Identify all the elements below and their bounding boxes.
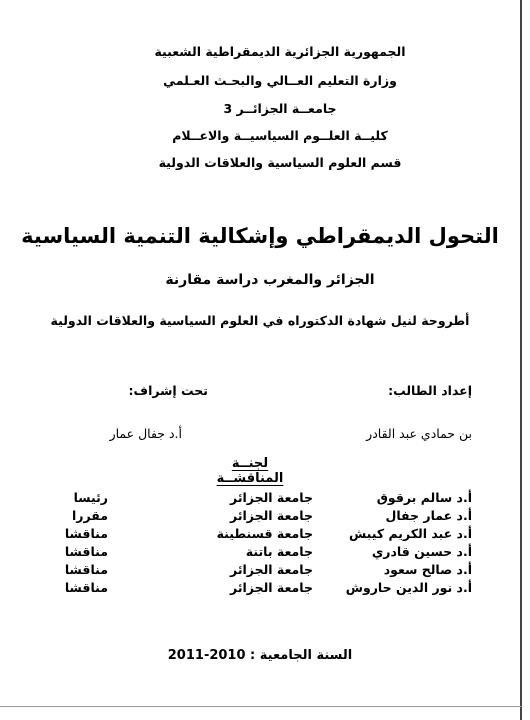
supervisor-name: أ.د جفال عمار	[109, 426, 182, 441]
member-role: مناقشا	[64, 580, 108, 595]
member-university: جامعة الجزائر	[230, 580, 313, 595]
member-role: مناقشا	[64, 562, 108, 577]
thesis-purpose: أطروحة لنيل شهادة الدكتوراه في العلوم السياسية والعلاقات الدولية	[50, 313, 470, 328]
university-name: جامعــة الجزائــر 3	[223, 101, 337, 116]
member-name: أ.د عبد الكريم كيبش	[348, 526, 472, 541]
supervisor-label: تحت إشراف:	[128, 383, 208, 398]
republic-name: الجمهورية الجزائرية الديمقراطية الشعبية	[154, 44, 406, 59]
member-university: جامعة الجزائر	[230, 490, 313, 505]
committee-row	[0, 490, 520, 507]
committee-row	[0, 580, 520, 597]
department-name: قسم العلوم السياسية والعلاقات الدولية	[158, 155, 402, 170]
faculty-name: كليــة العلــوم السياسيــة والاعــلام	[172, 128, 388, 143]
member-name: أ.د صالح سعود	[383, 562, 472, 577]
academic-year: السنة الجامعية : 2010-2011	[167, 648, 353, 663]
member-name: أ.د حسين قادري	[371, 544, 472, 559]
member-name: أ.د عمار جفال	[385, 508, 472, 523]
page-edge-bottom	[0, 706, 522, 707]
committee-heading: لجنــة المناقشــة	[216, 456, 284, 486]
member-role: مناقشا	[64, 544, 108, 559]
member-university: جامعة الجزائر	[230, 562, 313, 577]
author-label: إعداد الطالب:	[388, 383, 472, 398]
thesis-title: التحول الديمقراطي وإشكالية التنمية السياسية	[21, 224, 499, 248]
committee-row	[0, 508, 520, 525]
member-name: أ.د نور الدين حاروش	[345, 580, 472, 595]
page-edge-right	[520, 0, 522, 720]
committee-row	[0, 544, 520, 561]
member-role: مناقشا	[64, 526, 108, 541]
member-role: رئيسا	[73, 490, 108, 505]
member-name: أ.د سالم برقوق	[376, 490, 472, 505]
author-name: بن حمادي عبد القادر	[366, 426, 472, 441]
member-university: جامعة قسنطينة	[216, 526, 313, 541]
member-university: جامعة باتنة	[245, 544, 313, 559]
ministry-name: وزارة التعليم العــالي والبحـث العـلمي	[163, 73, 397, 88]
member-role: مقررا	[72, 508, 108, 523]
committee-row	[0, 526, 520, 543]
member-university: جامعة الجزائر	[230, 508, 313, 523]
thesis-subtitle: الجزائر والمغرب دراسة مقارنة	[165, 272, 375, 288]
committee-row	[0, 562, 520, 579]
